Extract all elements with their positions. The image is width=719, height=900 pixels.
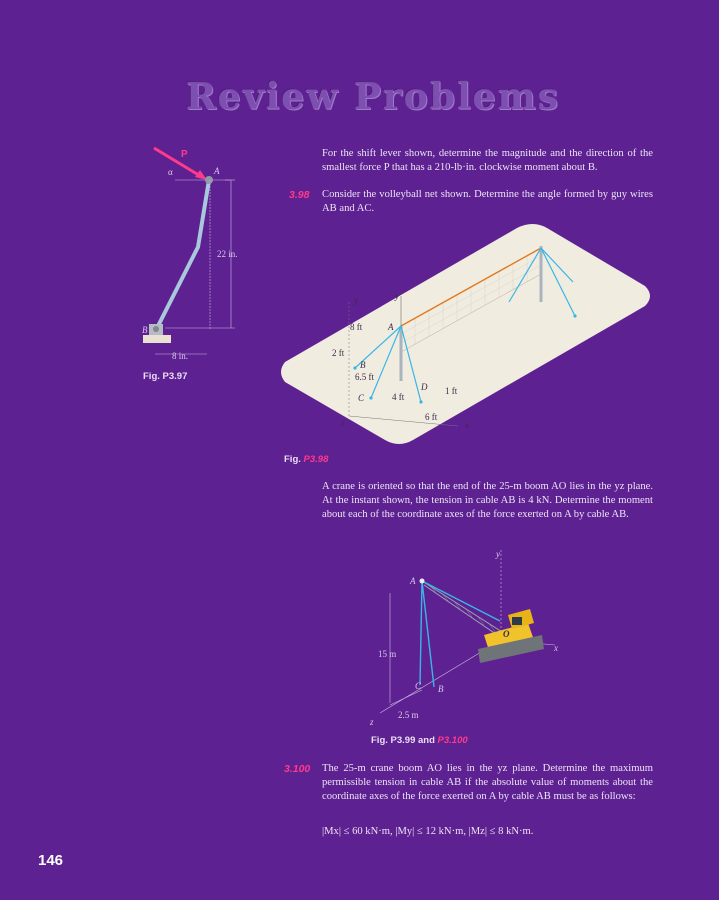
- problem-3-100-number: 3.100: [284, 763, 311, 775]
- problem-3-98-number: 3.98: [289, 189, 310, 201]
- fig-caption-num: P3.100: [437, 735, 468, 746]
- fig-caption-p3-97: Fig. P3.97: [143, 371, 188, 382]
- fig-caption-p3-99: Fig. P3.99 and P3.100: [371, 735, 468, 746]
- lever-arm: [157, 180, 209, 328]
- dim-2ft: 2 ft: [332, 348, 345, 358]
- point-a-label: A: [388, 322, 394, 332]
- fig-caption-p3-98: Fig. P3.98: [284, 454, 329, 465]
- z-axis-label: z: [370, 717, 374, 727]
- point-a-label: A: [214, 166, 220, 176]
- dim-15m: 15 m: [378, 649, 397, 659]
- dim-6-5ft: 6.5 ft: [355, 372, 374, 382]
- page-number: 146: [38, 852, 64, 869]
- point-c-label: C: [415, 681, 422, 691]
- point-b-label: B: [438, 684, 444, 694]
- dim-2-5m: 2.5 m: [398, 710, 419, 720]
- figure-p3-97: [135, 140, 275, 370]
- problem-3-99-text: A crane is oriented so that the end of the 25-m boom AO lies in the yz plane. At the instant shown, the tension in cable AB is 4 kN. Determine the moment about each of the coordinate axes of the force exerted on A by cable AB.: [322, 481, 653, 520]
- section-heading: Review Problems: [186, 76, 561, 118]
- problem-3-100-text: The 25-m crane boom AO lies in the yz plane. Determine the maximum permissible tension in cable AB if the absolute value of moments about the coordinate axes of the force exerted on A by cable AB must be as follows:: [322, 763, 653, 802]
- fig-caption-num: P3.98: [303, 454, 329, 465]
- y-axis-label-2: y: [354, 295, 358, 305]
- point-a-label: A: [410, 576, 416, 586]
- figure-p3-99: [360, 545, 575, 730]
- figure-p3-98: [283, 226, 648, 450]
- point-o-label: O: [503, 629, 510, 639]
- width-dim: 8 in.: [172, 351, 189, 361]
- problem-3-97-text: For the shift lever shown, determine the magnitude and the direction of the smallest force P that has a 210-lb·in. clockwise moment about B.: [322, 148, 653, 173]
- z-axis-label: z: [341, 418, 345, 428]
- y-axis-label: y: [496, 549, 500, 559]
- moment-limits: |Mx| ≤ 60 kN·m, |My| ≤ 12 kN·m, |Mz| ≤ 8 kN·m.: [322, 826, 534, 837]
- angle-label: α: [168, 167, 173, 177]
- dim-1ft: 1 ft: [445, 386, 458, 396]
- ground-block: [143, 335, 171, 343]
- knob: [205, 176, 213, 184]
- dim-6ft: 6 ft: [425, 412, 438, 422]
- x-axis-label: x: [465, 420, 469, 430]
- point-b-label: B: [360, 360, 366, 370]
- problem-3-98-text: Consider the volleyball net shown. Determine the angle formed by guy wires AB and AC.: [322, 189, 653, 214]
- force-label: P: [181, 149, 188, 160]
- y-axis-label: y: [395, 291, 399, 301]
- point-b-label: B: [142, 325, 148, 335]
- dim-8ft: 8 ft: [350, 322, 363, 332]
- force-arrow: [154, 148, 202, 177]
- point-d-label: D: [421, 382, 428, 392]
- point-c-label: C: [358, 393, 365, 403]
- dim-4ft: 4 ft: [392, 392, 405, 402]
- cable-ab: [422, 581, 434, 687]
- net-panel: [281, 224, 650, 444]
- height-dim: 22 in.: [217, 249, 238, 259]
- x-axis-label: x: [554, 643, 558, 653]
